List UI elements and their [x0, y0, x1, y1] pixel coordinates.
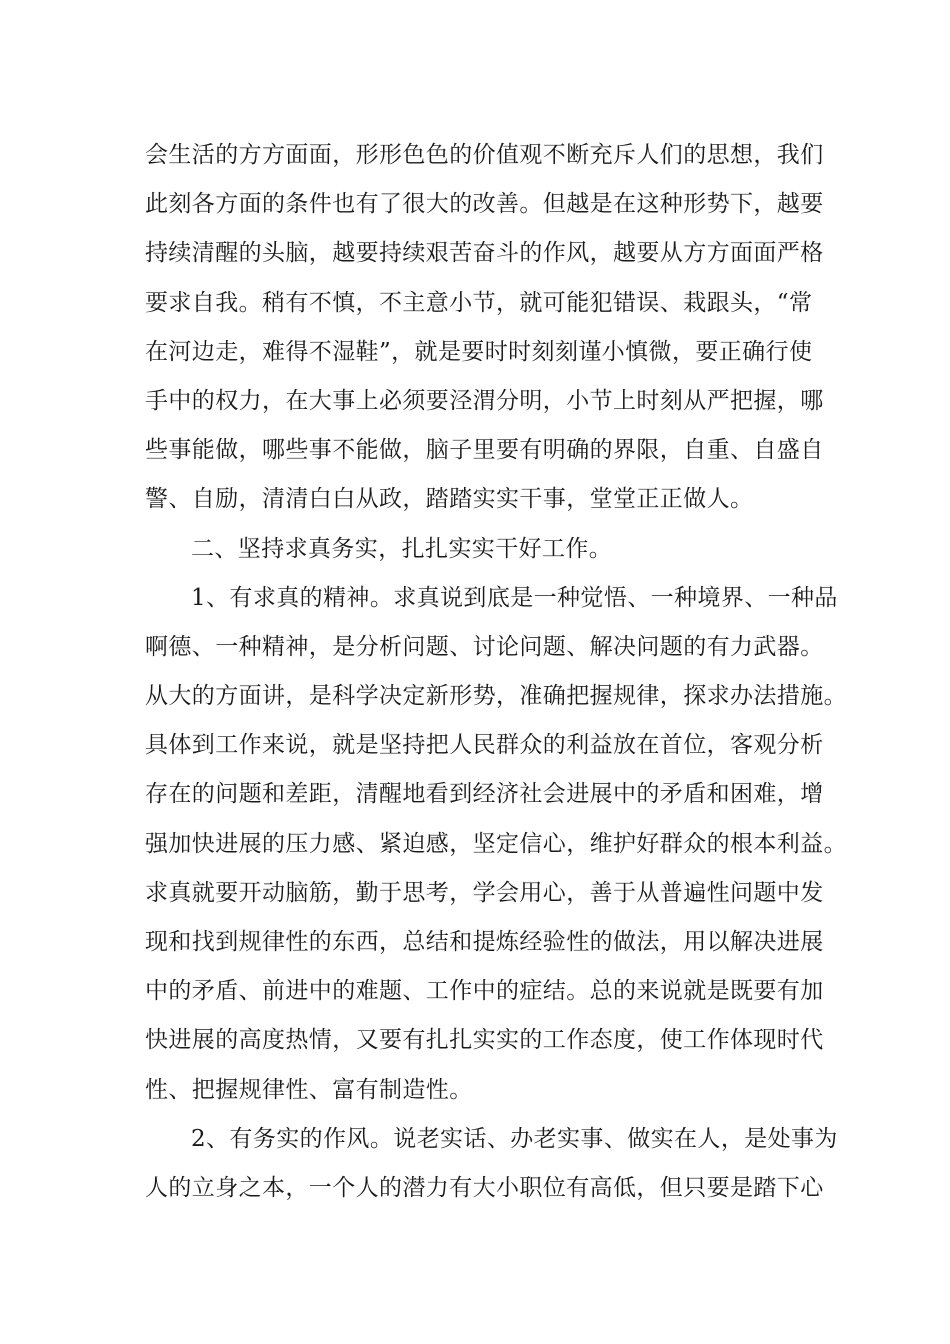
text-line: 强加快进展的压力感、紧迫感，坚定信心，维护好群众的根本利益。 — [145, 830, 847, 857]
document-body — [145, 131, 847, 1213]
text-line: 持续清醒的头脑，越要持续艰苦奋斗的作风，越要从方方面面严格 — [145, 240, 824, 267]
text-line: 些事能做，哪些事不能做，脑子里要有明确的界限，自重、自盛自 — [145, 437, 824, 464]
text-line: 具体到工作来说，就是坚持把人民群众的利益放在首位，客观分析 — [145, 732, 824, 759]
text-line: 啊德、一种精神，是分析问题、讨论问题、解决问题的有力武器。 — [145, 633, 824, 660]
text-line: 性、把握规律性、富有制造性。 — [145, 1076, 473, 1103]
text-line: 要求自我。稍有不慎，不主意小节，就可能犯错误、栽跟头，“常 — [145, 289, 813, 316]
text-line: 会生活的方方面面，形形色色的价值观不断充斥人们的思想，我们 — [145, 142, 824, 168]
text-line: 从大的方面讲，是科学决定新形势，准确把握规律，探求办法措施。 — [145, 683, 847, 710]
text-line: 中的矛盾、前进中的难题、工作中的症结。总的来说就是既要有加 — [145, 978, 824, 1005]
text-line: 警、自励，清清白白从政，踏踏实实干事，堂堂正正做人。 — [145, 486, 754, 513]
text-line: 在河边走，难得不湿鞋”，就是要时时刻刻谨小慎微，要正确行使 — [145, 338, 813, 365]
text-line: 求真就要开动脑筋，勤于思考，学会用心，善于从普遍性问题中发 — [145, 879, 824, 906]
text-line: 此刻各方面的条件也有了很大的改善。但越是在这种形势下，越要 — [145, 191, 824, 218]
text-line: 2、有务实的作风。说老实话、办老实事、做实在人，是处事为 — [191, 1125, 838, 1152]
text-line: 手中的权力，在大事上必须要泾渭分明，小节上时刻从严把握，哪 — [145, 387, 824, 414]
text-line: 存在的问题和差距，清醒地看到经济社会进展中的矛盾和困难，增 — [145, 781, 824, 808]
text-line: 人的立身之本，一个人的潜力有大小职位有高低，但只要是踏下心 — [145, 1174, 824, 1201]
text-line: 现和找到规律性的东西，总结和提炼经验性的做法，用以解决进展 — [145, 929, 824, 955]
text-line: 快进展的高度热情，又要有扎扎实实的工作态度，使工作体现时代 — [145, 1027, 824, 1054]
text-line: 二、坚持求真务实，扎扎实实干好工作。 — [191, 535, 613, 562]
text-line: 1、有求真的精神。求真说到底是一种觉悟、一种境界、一种品 — [191, 584, 838, 611]
